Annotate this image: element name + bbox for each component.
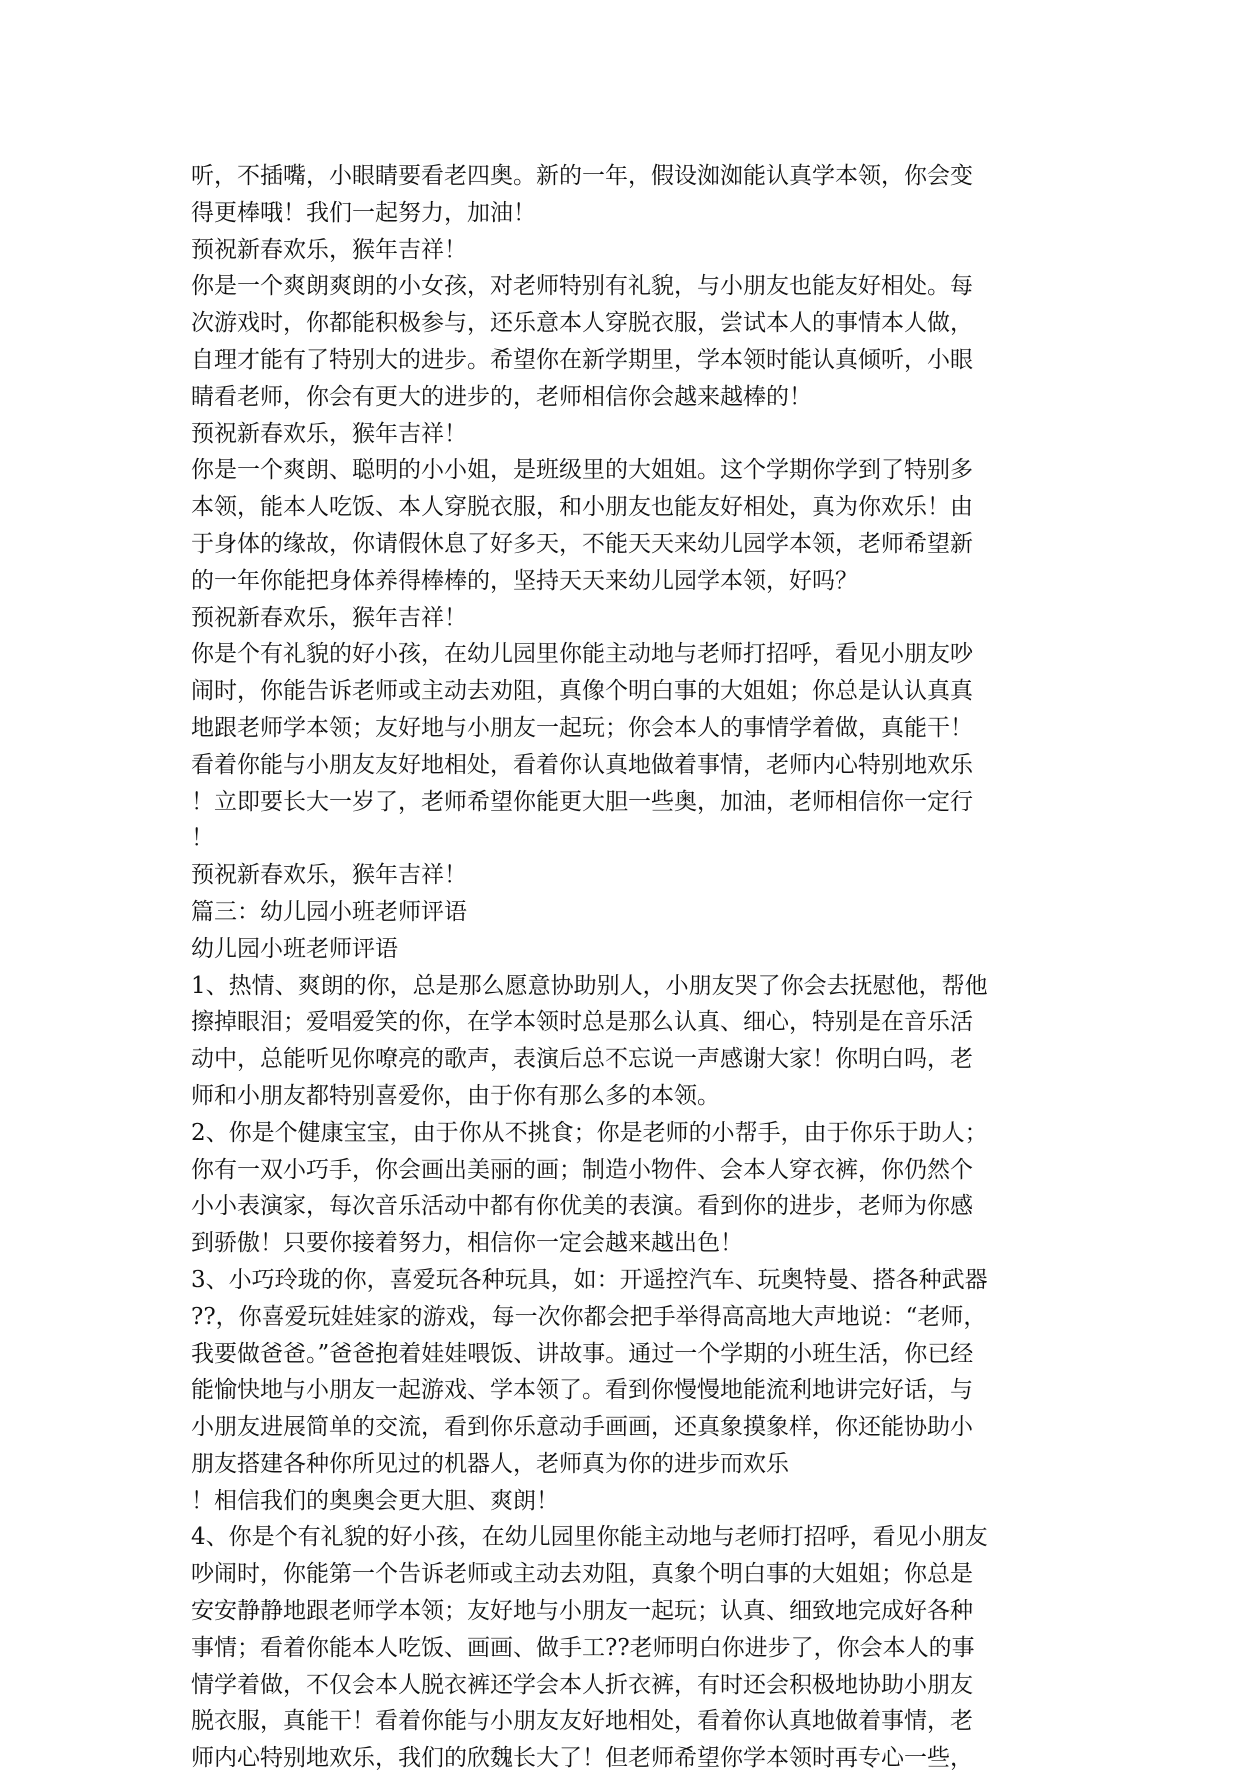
text-line: 能愉快地与小朋友一起游戏、学本领了。看到你慢慢地能流利地讲完好话，与 bbox=[191, 1377, 973, 1404]
text-line: 预祝新春欢乐，猴年吉祥！ bbox=[191, 604, 467, 631]
text-line: 闹时，你能告诉老师或主动去劝阻，真像个明白事的大姐姐；你总是认认真真 bbox=[191, 678, 973, 705]
text-line: 1、热情、爽朗的你，总是那么愿意协助别人，小朋友哭了你会去抚慰他，帮他 bbox=[191, 972, 988, 999]
text-line: 你有一双小巧手，你会画出美丽的画；制造小物件、会本人穿衣裤，你仍然个 bbox=[191, 1156, 973, 1183]
text-line: 预祝新春欢乐，猴年吉祥！ bbox=[191, 420, 467, 447]
text-line: ??，你喜爱玩娃娃家的游戏，每一次你都会把手举得高高地大声地说：“老师， bbox=[191, 1303, 987, 1330]
section-title: 幼儿园小班老师评语 bbox=[191, 935, 398, 962]
section-heading: 篇三：幼儿园小班老师评语 bbox=[191, 898, 467, 925]
text-line: ！立即要长大一岁了，老师希望你能更大胆一些奥，加油，老师相信你一定行 bbox=[191, 788, 973, 815]
text-line: 师内心特别地欢乐，我们的欣魏长大了！但老师希望你学本领时再专心一些， bbox=[191, 1745, 973, 1772]
text-line: 预祝新春欢乐，猴年吉祥！ bbox=[191, 862, 467, 889]
text-line: 睛看老师，你会有更大的进步的，老师相信你会越来越棒的！ bbox=[191, 383, 812, 410]
text-line: 小小表演家，每次音乐活动中都有你优美的表演。看到你的进步，老师为你感 bbox=[191, 1193, 973, 1220]
text-line: 事情；看着你能本人吃饭、画画、做手工??老师明白你进步了，你会本人的事 bbox=[191, 1634, 975, 1661]
text-line: 吵闹时，你能第一个告诉老师或主动去劝阻，真象个明白事的大姐姐；你总是 bbox=[191, 1561, 973, 1588]
text-line: 擦掉眼泪；爱唱爱笑的你，在学本领时总是那么认真、细心，特别是在音乐活 bbox=[191, 1009, 973, 1036]
text-line: 安安静静地跟老师学本领；友好地与小朋友一起玩；认真、细致地完成好各种 bbox=[191, 1598, 973, 1625]
text-line: ！ bbox=[191, 825, 214, 852]
text-line: 看着你能与小朋友友好地相处，看着你认真地做着事情，老师内心特别地欢乐 bbox=[191, 751, 973, 778]
text-line: 2、你是个健康宝宝，由于你从不挑食；你是老师的小帮手，由于你乐于助人； bbox=[191, 1119, 988, 1146]
text-line: 你是一个爽朗、聪明的小小姐，是班级里的大姐姐。这个学期你学到了特别多 bbox=[191, 457, 973, 484]
text-line: 脱衣服，真能干！看着你能与小朋友友好地相处，看着你认真地做着事情，老 bbox=[191, 1708, 973, 1735]
text-line: 预祝新春欢乐，猴年吉祥！ bbox=[191, 236, 467, 263]
text-line: 于身体的缘故，你请假休息了好多天，不能天天来幼儿园学本领，老师希望新 bbox=[191, 530, 973, 557]
text-line: 的一年你能把身体养得棒棒的，坚持天天来幼儿园学本领，好吗？ bbox=[191, 567, 858, 594]
text-line: 听，不插嘴，小眼睛要看老四奥。新的一年，假设洳洳能认真学本领，你会变 bbox=[191, 163, 973, 189]
text-line: 到骄傲！只要你接着努力，相信你一定会越来越出色！ bbox=[191, 1230, 743, 1257]
text-line: 地跟老师学本领；友好地与小朋友一起玩；你会本人的事情学着做，真能干！ bbox=[191, 714, 973, 741]
text-line: 次游戏时，你都能积极参与，还乐意本人穿脱衣服，尝试本人的事情本人做， bbox=[191, 310, 973, 337]
text-line: 动中，总能听见你嘹亮的歌声，表演后总不忘说一声感谢大家！你明白吗，老 bbox=[191, 1046, 973, 1073]
text-line: 得更棒哦！我们一起努力，加油！ bbox=[191, 199, 536, 226]
text-line: 3、小巧玲珑的你，喜爱玩各种玩具，如：开遥控汽车、玩奥特曼、搭各种武器 bbox=[191, 1266, 988, 1293]
text-line: 我要做爸爸。”爸爸抱着娃娃喂饭、讲故事。通过一个学期的小班生活，你已经 bbox=[191, 1340, 974, 1367]
text-line: 本领，能本人吃饭、本人穿脱衣服，和小朋友也能友好相处，真为你欢乐！由 bbox=[191, 494, 973, 521]
text-line: 情学着做，不仅会本人脱衣裤还学会本人折衣裤，有时还会积极地协助小朋友 bbox=[191, 1671, 973, 1698]
text-line: 小朋友进展简单的交流，看到你乐意动手画画，还真象摸象样，你还能协助小 bbox=[191, 1414, 973, 1441]
text-line: 自理才能有了特别大的进步。希望你在新学期里，学本领时能认真倾听，小眼 bbox=[191, 346, 973, 373]
text-line: ！相信我们的奥奥会更大胆、爽朗！ bbox=[191, 1487, 559, 1514]
text-line: 师和小朋友都特别喜爱你，由于你有那么多的本领。 bbox=[191, 1082, 720, 1109]
text-line: 你是个有礼貌的好小孩，在幼儿园里你能主动地与老师打招呼，看见小朋友吵 bbox=[191, 641, 973, 668]
text-line: 你是一个爽朗爽朗的小女孩，对老师特别有礼貌，与小朋友也能友好相处。每 bbox=[191, 273, 973, 300]
text-line: 朋友搭建各种你所见过的机器人，老师真为你的进步而欢乐 bbox=[191, 1450, 789, 1477]
document-body bbox=[191, 158, 1051, 1777]
text-line: 4、你是个有礼貌的好小孩，在幼儿园里你能主动地与老师打招呼，看见小朋友 bbox=[191, 1524, 988, 1551]
